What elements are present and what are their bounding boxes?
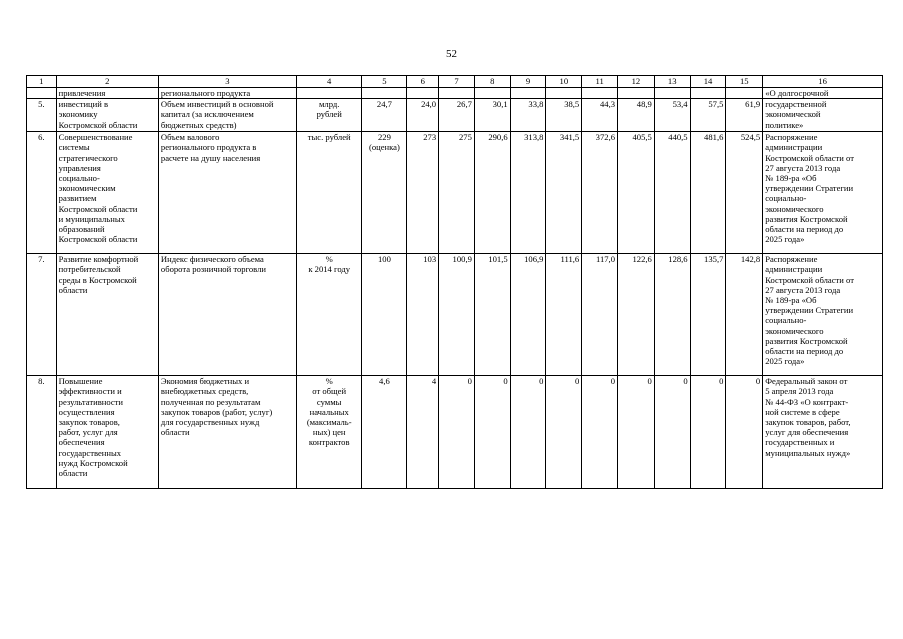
value-cell: 44,3 <box>582 99 618 132</box>
value-cell: 481,6 <box>690 132 726 254</box>
goal-name-line: нужд Костромской <box>58 457 128 468</box>
indicator-name-line: регионального продукта в <box>160 142 257 153</box>
goal-name <box>56 132 158 254</box>
legal-basis-line: развития Костромской <box>765 213 848 224</box>
indicators-table <box>26 75 883 489</box>
indicator-name-line: Индекс физического объема <box>160 254 264 265</box>
value-cell <box>546 88 582 99</box>
legal-basis-line: № 189-ра «Об <box>765 295 817 306</box>
header-cell: 10 <box>546 76 582 88</box>
goal-name-line: области <box>58 284 88 295</box>
header-cell: 5 <box>362 76 407 88</box>
value-cell: 111,6 <box>546 254 582 376</box>
header-cell: 3 <box>158 76 296 88</box>
unit-cell-line: рублей <box>316 109 342 120</box>
indicator-name-line: полученная по результатам <box>160 396 261 407</box>
unit-cell-line: ных) цен <box>312 427 346 438</box>
legal-basis-line: области на период до <box>765 224 844 235</box>
indicator-name <box>158 254 296 376</box>
indicator-name <box>158 132 296 254</box>
goal-name-line: Повышение <box>58 376 103 387</box>
legal-basis-line: № 189-ра «Об <box>765 173 817 184</box>
legal-basis-line: Распоряжение <box>765 132 818 143</box>
row-number: 8. <box>27 376 57 489</box>
goal-name-line: обеспечения <box>58 437 105 448</box>
table-row <box>27 99 883 132</box>
table-row <box>27 132 883 254</box>
indicator-name-line: области <box>160 427 190 438</box>
value-cell: 4,6 <box>362 376 407 489</box>
header-cell: 2 <box>56 76 158 88</box>
value-cell: 33,8 <box>510 99 546 132</box>
legal-basis-line: «О долгосрочной <box>765 88 829 98</box>
legal-basis <box>763 254 883 376</box>
value-cell: 0 <box>690 376 726 489</box>
value-cell: 128,6 <box>654 254 690 376</box>
indicator-name-line: внебюджетных средств, <box>160 386 249 397</box>
value-line: (оценка) <box>368 142 400 153</box>
header-cell: 7 <box>439 76 475 88</box>
legal-basis-line: экономического <box>765 325 824 336</box>
value-cell: 48,9 <box>618 99 655 132</box>
goal-name-line: государственных <box>58 447 122 458</box>
indicator-name-line: Экономия бюджетных и <box>160 376 250 387</box>
unit-cell-line: начальных <box>309 406 349 417</box>
value-cell: 101,5 <box>474 254 510 376</box>
value-cell <box>726 88 763 99</box>
unit-cell-line: к 2014 году <box>308 264 351 275</box>
header-cell: 14 <box>690 76 726 88</box>
legal-basis-line: социально- <box>765 315 807 326</box>
legal-basis-line: социально- <box>765 193 807 204</box>
value-cell: 275 <box>439 132 475 254</box>
indicator-name-line: бюджетных средств) <box>160 119 237 130</box>
value-cell <box>362 88 407 99</box>
table-row <box>27 254 883 376</box>
row-number: 5. <box>27 99 57 132</box>
goal-name-line: работ, услуг для <box>58 427 118 438</box>
goal-name-line: Костромской области <box>58 234 138 245</box>
value-cell <box>654 88 690 99</box>
table-row <box>27 88 883 99</box>
value-cell: 24,7 <box>362 99 407 132</box>
indicator-name-line: закупок товаров (работ, услуг) <box>160 406 273 417</box>
value-cell: 100,9 <box>439 254 475 376</box>
value-cell: 524,5 <box>726 132 763 254</box>
header-cell: 1 <box>27 76 57 88</box>
goal-name-line: привлечения <box>58 88 106 98</box>
value-cell: 142,8 <box>726 254 763 376</box>
value-cell: 0 <box>726 376 763 489</box>
legal-basis-line: ной системе в сфере <box>765 406 840 417</box>
row-number: 6. <box>27 132 57 254</box>
unit-cell-line: контрактов <box>308 437 350 448</box>
goal-name-line: инвестиций в <box>58 99 109 110</box>
value-cell <box>407 88 439 99</box>
header-cell: 11 <box>582 76 618 88</box>
header-cell: 4 <box>296 76 361 88</box>
value-line: 229 <box>377 132 391 143</box>
table-row <box>27 376 883 489</box>
legal-basis <box>763 99 883 132</box>
value-cell: 273 <box>407 132 439 254</box>
goal-name-line: среды в Костромской <box>58 274 137 285</box>
goal-name-line: эффективности и <box>58 386 122 397</box>
legal-basis-line: Федеральный закон от <box>765 376 848 387</box>
goal-name-line: стратегического <box>58 152 118 163</box>
value-cell: 122,6 <box>618 254 655 376</box>
goal-name-line: Костромской области <box>58 119 138 130</box>
goal-name-line: системы <box>58 142 90 153</box>
legal-basis-line: области на период до <box>765 346 844 357</box>
page-number: 52 <box>446 48 457 60</box>
unit-cell <box>296 132 361 254</box>
unit-cell <box>296 88 361 99</box>
goal-name-line: социально- <box>58 173 100 184</box>
value-cell: 0 <box>582 376 618 489</box>
legal-basis-line: 27 августа 2013 года <box>765 284 841 295</box>
value-cell: 103 <box>407 254 439 376</box>
indicator-name <box>158 99 296 132</box>
legal-basis <box>763 376 883 489</box>
value-cell <box>690 88 726 99</box>
value-cell: 30,1 <box>474 99 510 132</box>
value-cell: 290,6 <box>474 132 510 254</box>
indicator-name-line: Объем инвестиций в основной <box>160 99 274 110</box>
legal-basis-line: экономического <box>765 203 824 214</box>
goal-name-line: экономику <box>58 109 98 120</box>
value-cell: 26,7 <box>439 99 475 132</box>
value-cell: 405,5 <box>618 132 655 254</box>
value-cell: 117,0 <box>582 254 618 376</box>
value-cell: 372,6 <box>582 132 618 254</box>
value-cell: 57,5 <box>690 99 726 132</box>
value-cell: 0 <box>474 376 510 489</box>
unit-cell-line: млрд. <box>318 99 340 110</box>
header-cell: 6 <box>407 76 439 88</box>
value-cell: 0 <box>654 376 690 489</box>
legal-basis <box>763 132 883 254</box>
header-cell: 12 <box>618 76 655 88</box>
legal-basis-line: Костромской области от <box>765 274 854 285</box>
legal-basis-line: развития Костромской <box>765 335 848 346</box>
indicator-name-line: капитал (за исключением <box>160 109 254 120</box>
legal-basis-line: Костромской области от <box>765 152 854 163</box>
header-cell: 15 <box>726 76 763 88</box>
indicator-name-line: расчете на душу населения <box>160 152 261 163</box>
legal-basis-line: администрации <box>765 264 823 275</box>
value-cell: 53,4 <box>654 99 690 132</box>
value-cell: 106,9 <box>510 254 546 376</box>
goal-name-line: экономическим <box>58 183 116 194</box>
header-cell: 9 <box>510 76 546 88</box>
goal-name <box>56 254 158 376</box>
value-cell: 61,9 <box>726 99 763 132</box>
unit-cell-line: от общей <box>312 386 347 397</box>
value-cell: 38,5 <box>546 99 582 132</box>
unit-cell-line: суммы <box>316 396 342 407</box>
unit-cell-line: (максималь- <box>306 417 352 428</box>
legal-basis-line: государственной <box>765 99 827 110</box>
goal-name-line: образований <box>58 224 105 235</box>
legal-basis-line: политике» <box>765 119 804 130</box>
legal-basis-line: 27 августа 2013 года <box>765 162 841 173</box>
goal-name-line: управления <box>58 162 101 173</box>
legal-basis-line: утверждении Стратегии <box>765 183 854 194</box>
goal-name-line: Костромской области <box>58 203 138 214</box>
goal-name-line: области <box>58 468 88 479</box>
goal-name-line: и муниципальных <box>58 213 125 224</box>
value-cell: 313,8 <box>510 132 546 254</box>
value-cell: 0 <box>510 376 546 489</box>
legal-basis-line: муниципальных нужд» <box>765 447 851 458</box>
goal-name-line: потребительской <box>58 264 121 275</box>
value-cell: 135,7 <box>690 254 726 376</box>
value-cell: 100 <box>362 254 407 376</box>
unit-cell-line: % <box>325 254 333 265</box>
header-cell: 8 <box>474 76 510 88</box>
value-cell <box>474 88 510 99</box>
legal-basis-line: закупок товаров, работ, <box>765 417 851 428</box>
row-number <box>27 88 57 99</box>
value-cell: 440,5 <box>654 132 690 254</box>
indicator-name-line: Объем валового <box>160 132 220 143</box>
value-cell: 0 <box>546 376 582 489</box>
goal-name-line: осуществления <box>58 406 115 417</box>
goal-name-line: развитием <box>58 193 97 204</box>
indicator-name-line: для государственных нужд <box>160 417 260 428</box>
legal-basis-line: государственных и <box>765 437 835 448</box>
value-cell <box>362 132 407 254</box>
unit-cell <box>296 254 361 376</box>
value-cell: 4 <box>407 376 439 489</box>
legal-basis-line: 2025 года» <box>765 356 805 367</box>
goal-name <box>56 99 158 132</box>
legal-basis-line: администрации <box>765 142 823 153</box>
row-number: 7. <box>27 254 57 376</box>
legal-basis-line: 2025 года» <box>765 234 805 245</box>
table-header-row <box>27 76 883 88</box>
unit-cell <box>296 99 361 132</box>
goal-name-line: закупок товаров, <box>58 417 120 428</box>
value-cell <box>618 88 655 99</box>
legal-basis-line: № 44-ФЗ «О контракт- <box>765 396 849 407</box>
value-cell: 341,5 <box>546 132 582 254</box>
header-cell: 13 <box>654 76 690 88</box>
goal-name-line: Развитие комфортной <box>58 254 139 265</box>
indicator-name-line: регионального продукта <box>160 88 251 98</box>
value-cell: 0 <box>439 376 475 489</box>
legal-basis-line: экономической <box>765 109 821 120</box>
indicator-name <box>158 376 296 489</box>
legal-basis-line: услуг для обеспечения <box>765 427 849 438</box>
goal-name <box>56 376 158 489</box>
value-cell <box>439 88 475 99</box>
legal-basis-line: Распоряжение <box>765 254 818 265</box>
goal-name-line: результативности <box>58 396 124 407</box>
value-cell: 0 <box>618 376 655 489</box>
goal-name <box>56 88 158 99</box>
goal-name-line: Совершенствование <box>58 132 133 143</box>
indicator-name-line: оборота розничной торговли <box>160 264 267 275</box>
unit-cell-line: % <box>325 376 333 387</box>
value-cell: 24,0 <box>407 99 439 132</box>
value-cell <box>582 88 618 99</box>
unit-cell <box>296 376 361 489</box>
legal-basis-line: утверждении Стратегии <box>765 305 854 316</box>
value-cell <box>510 88 546 99</box>
header-cell: 16 <box>763 76 883 88</box>
legal-basis <box>763 88 883 99</box>
legal-basis-line: 5 апреля 2013 года <box>765 386 834 397</box>
indicator-name <box>158 88 296 99</box>
unit-cell-line: тыс. рублей <box>307 132 351 143</box>
